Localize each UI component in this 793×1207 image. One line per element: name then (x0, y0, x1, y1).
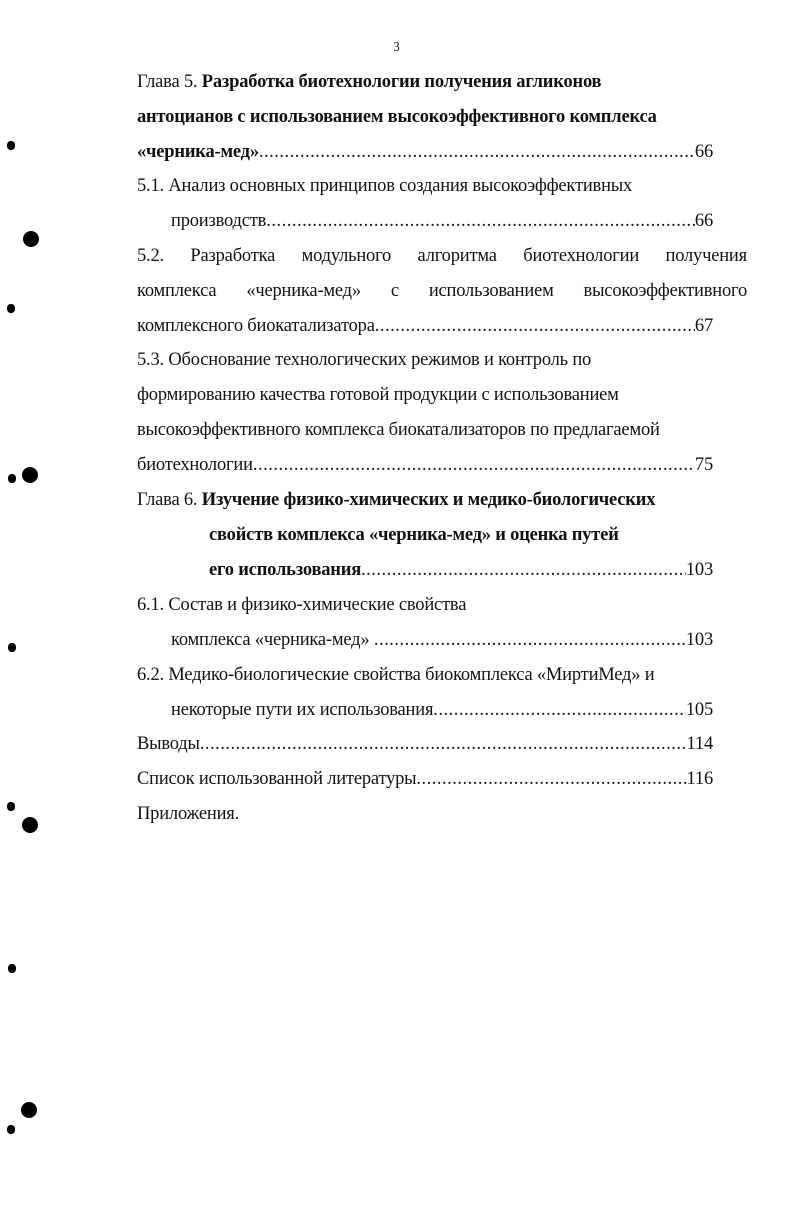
toc-entry-references[interactable] (137, 767, 713, 791)
word: использованием (428, 281, 554, 301)
word: Разработка (190, 246, 276, 266)
chapter5-page: 66 (694, 142, 713, 162)
leader-dots (416, 767, 686, 791)
leader-dots (375, 314, 695, 338)
leader-dots (266, 209, 695, 233)
punch-hole-mark (21, 1102, 37, 1118)
toc-entry-chapter6[interactable] (209, 558, 713, 582)
toc-entry-chapter5[interactable] (137, 140, 713, 164)
punch-hole-mark (8, 643, 16, 652)
toc-entry-5-2[interactable] (137, 314, 713, 338)
sec6-2-page: 105 (685, 700, 713, 720)
leader-dots (259, 140, 695, 164)
toc-entry-appendices[interactable]: Приложения. (137, 804, 240, 824)
leader-dots (200, 732, 687, 756)
sec5-1-line1: 5.1. Анализ основных принципов создания высокоэффективных (137, 176, 633, 196)
punch-hole-mark (23, 231, 39, 247)
word: с (390, 281, 399, 301)
word: получения (665, 246, 747, 266)
word: биотехнологии (523, 246, 640, 266)
chapter6-page: 103 (685, 560, 713, 580)
word: комплекса (137, 281, 217, 301)
chapter5-title-line2: антоцианов с использованием высокоэффективного комплекса (137, 107, 657, 127)
leader-dots (374, 628, 686, 652)
chapter6-title-line2: свойств комплекса «черника-мед» и оценка путей (209, 525, 619, 545)
sec5-2-line1 (137, 244, 747, 268)
word: высокоэффективного (583, 281, 747, 301)
conclusions-label: Выводы (137, 734, 200, 754)
punch-hole-mark (22, 817, 38, 833)
toc-chapter5-line1 (137, 70, 747, 94)
page-number: 3 (393, 40, 400, 55)
references-label: Список использованной литературы (137, 769, 417, 789)
punch-hole-mark (7, 802, 15, 811)
sec5-2-line3: комплексного биокатализатора (137, 316, 375, 336)
chapter5-prefix: Глава 5. (137, 72, 202, 92)
punch-hole-mark (8, 964, 16, 973)
toc-entry-conclusions[interactable] (137, 732, 713, 756)
word: модульного (301, 246, 392, 266)
conclusions-page: 114 (686, 734, 713, 754)
chapter5-title-line1: Разработка биотехнологии получения агликонов (201, 72, 602, 92)
punch-hole-mark (7, 1125, 15, 1134)
sec5-1-line2: производств (171, 211, 267, 231)
sec5-3-line4: биотехнологии (137, 455, 253, 475)
word: 5.2. (137, 246, 164, 266)
leader-dots (361, 558, 686, 582)
toc-entry-6-2[interactable] (171, 698, 713, 722)
sec5-2-line2 (137, 279, 747, 303)
sec5-1-page: 66 (694, 211, 713, 231)
toc-entry-5-1[interactable] (171, 209, 713, 233)
toc-entry-5-3[interactable] (137, 453, 713, 477)
chapter6-title-line1: Изучение физико-химических и медико-биологических (201, 490, 656, 510)
toc-entry-6-1[interactable] (171, 628, 713, 652)
sec6-1-line2: комплекса «черника-мед» (171, 630, 374, 650)
sec6-1-line1: 6.1. Состав и физико-химические свойства (137, 595, 467, 615)
word: «черника-мед» (246, 281, 361, 301)
chapter6-title-line3: его использования (209, 560, 362, 580)
sec5-2-page: 67 (694, 316, 713, 336)
sec6-2-line1: 6.2. Медико-биологические свойства биокомплекса «МиртиМед» и (137, 665, 655, 685)
sec6-2-line2: некоторые пути их использования (171, 700, 434, 720)
sec5-3-line2: формированию качества готовой продукции с использованием (137, 385, 619, 405)
punch-hole-mark (8, 474, 16, 483)
sec5-3-line3: высокоэффективного комплекса биокатализаторов по предлагаемой (137, 420, 660, 440)
toc-chapter6-line1 (137, 488, 747, 512)
sec5-3-line1: 5.3. Обоснование технологических режимов и контроль по (137, 350, 592, 370)
leader-dots (433, 698, 686, 722)
chapter6-prefix: Глава 6. (137, 490, 202, 510)
punch-hole-mark (7, 304, 15, 313)
sec5-3-page: 75 (694, 455, 713, 475)
punch-hole-mark (22, 467, 38, 483)
punch-hole-mark (7, 141, 15, 150)
sec6-1-page: 103 (685, 630, 713, 650)
references-page: 116 (686, 769, 713, 789)
chapter5-title-line3: «черника-мед» (137, 142, 259, 162)
leader-dots (253, 453, 695, 477)
word: алгоритма (417, 246, 497, 266)
